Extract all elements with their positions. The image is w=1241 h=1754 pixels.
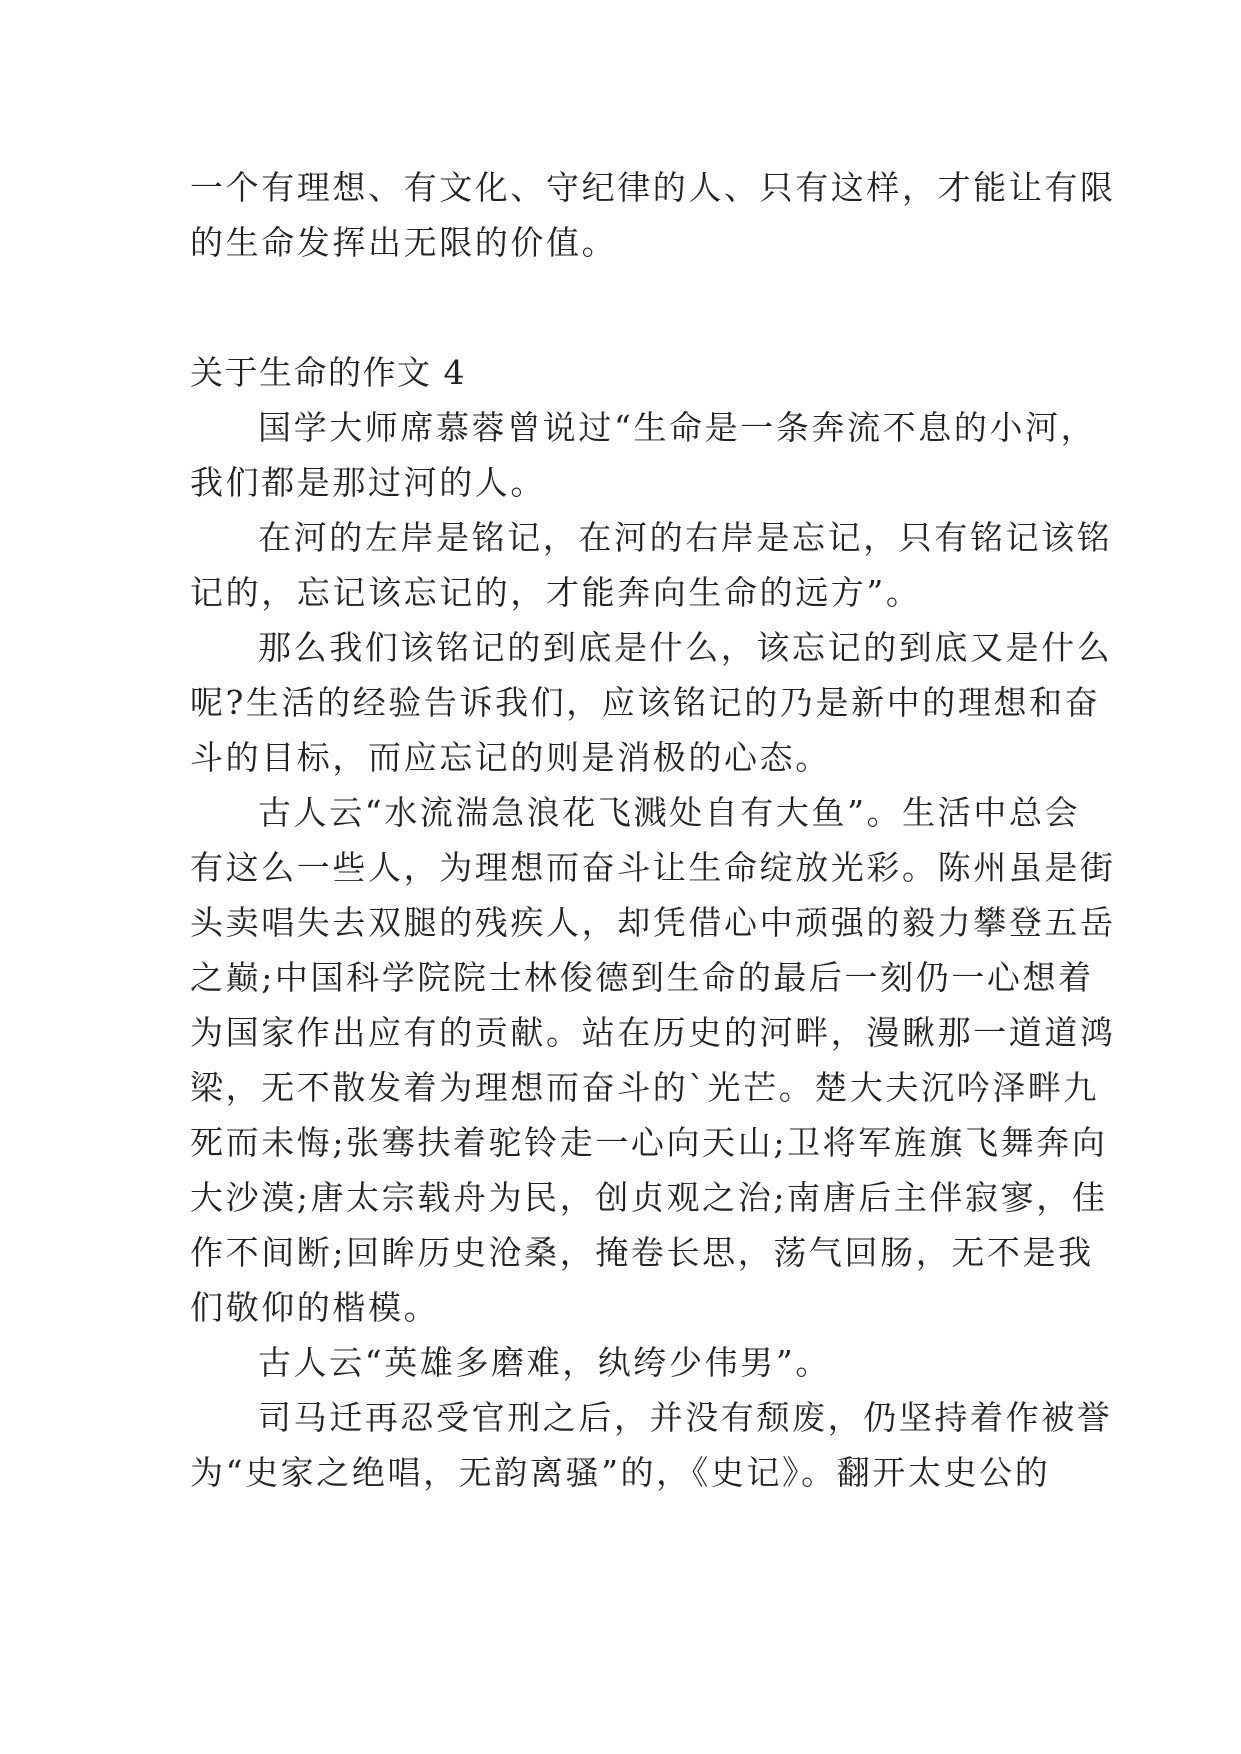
essay-body xyxy=(190,160,1116,1500)
paragraph-line: 呢?生活的经验告诉我们，应该铭记的乃是新中的理想和奋 xyxy=(190,683,1101,722)
paragraph-line: 古人云“水流湍急浪花飞溅处自有大鱼”。生活中总会 xyxy=(258,793,1081,832)
paragraph xyxy=(190,1390,1113,1500)
paragraph xyxy=(190,785,1116,1335)
paragraph-line: 头卖唱失去双腿的残疾人，却凭借心中顽强的毅力攀登五岳 xyxy=(190,903,1116,942)
paragraph-line: 记的，忘记该忘记的，才能奔向生命的远方”。 xyxy=(190,573,922,612)
paragraph xyxy=(190,620,1113,785)
paragraph-line: 死而未悔;张骞扶着驼铃走一心向天山;卫将军旌旗飞舞奔向 xyxy=(190,1123,1108,1162)
section-spacer xyxy=(190,270,1060,345)
paragraph-line: 梁，无不散发着为理想而奋斗的`光芒。楚大夫沉吟泽畔九 xyxy=(190,1068,1100,1107)
paragraph-line: 作不间断;回眸历史沧桑，掩卷长思，荡气回肠，无不是我 xyxy=(190,1233,1094,1272)
paragraph-line: 为“史家之绝唱，无韵离骚”的，《史记》。翻开太史公的 xyxy=(190,1453,1051,1492)
paragraph-line: 大沙漠;唐太宗载舟为民，创贞观之治;南唐后主伴寂寥，佳 xyxy=(190,1178,1108,1217)
paragraph-line: 为国家作出应有的贡献。站在历史的河畔，漫瞅那一道道鸿 xyxy=(190,1013,1116,1052)
paragraph-line: 斗的目标，而应忘记的则是消极的心态。 xyxy=(190,738,831,777)
paragraph-line: 之巅;中国科学院院士林俊德到生命的最后一刻仍一心想着 xyxy=(190,958,1094,997)
paragraph xyxy=(190,400,1097,510)
intro-line: 的生命发挥出无限的价值。 xyxy=(190,223,618,262)
section-title: 关于生命的作文 4 xyxy=(190,353,466,392)
paragraph-line: 国学大师席慕蓉曾说过“生命是一条奔流不息的小河， xyxy=(258,408,1097,447)
paragraph-line: 那么我们该铭记的到底是什么，该忘记的到底又是什么 xyxy=(258,628,1113,667)
paragraph-line: 有这么一些人，为理想而奋斗让生命绽放光彩。陈州虽是街 xyxy=(190,848,1116,887)
paragraph-line: 古人云“英雄多磨难，纨绔少伟男”。 xyxy=(258,1343,831,1382)
intro-line: 一个有理想、有文化、守纪律的人、只有这样，才能让有限 xyxy=(190,168,1116,207)
paragraph-line: 司马迁再忍受官刑之后，并没有颓废，仍坚持着作被誉 xyxy=(258,1398,1113,1437)
paragraph xyxy=(190,1335,1060,1390)
paragraph xyxy=(190,510,1113,620)
paragraph-line: 在河的左岸是铭记，在河的右岸是忘记，只有铭记该铭 xyxy=(258,518,1113,557)
paragraph-line: 我们都是那过河的人。 xyxy=(190,463,546,502)
paragraph-line: 们敬仰的楷模。 xyxy=(190,1288,440,1327)
